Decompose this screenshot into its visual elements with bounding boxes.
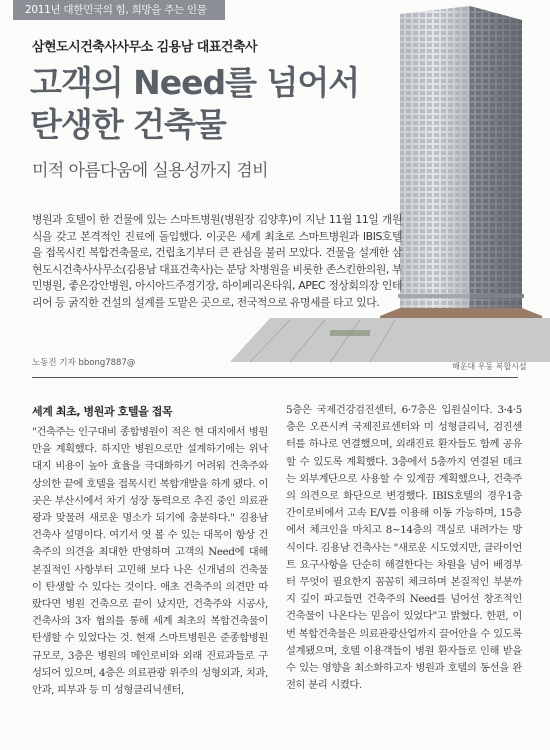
section-tag: 2011년 대한민국의 힘, 희망을 주는 인물 [13, 0, 225, 20]
body-paragraph-left: "건축주는 인구대비 종합병원이 적은 현 대지에서 병원만을 계획했다. 하지만 병원으로만 설계하기에는 위낙 대지 비용이 높아 효율을 극대화하기 어려워 건축주와 상의한 끝에 호텔을 접목시킨 복합개발을 하게 됐다. 이곳은 부산시에서 차기 성장 동력으로 추진 중인 의료관광과 맞물려 새로운 명소가 되기에 충분하다." 김용남 건축사 설명이다. 여기서 엿 볼 수 있는 대목이 항상 건축주의 의견을 최대한 반영하며 고객의 Need에 대해 본질적인 사항부터 고민해 보다 나은 신개념의 건축물이 탄생할 수 있다는 것이다. 애초 건축주의 의견만 따랐다면 병원 건축으로 끝이 났지만, 건축주와 시공사, 건축사의 3자 협의를 통해 세계 최초의 복합건축물이 탄생할 수 있었다는 것. 현재 스마트병원은 준종합병원 규모로, 3층은 병원의 메인로비와 외래 진료과들로 구성되어 있으며, 4층은 의료관광 위주의 성형외과, 치과, 안과, 피부과 등 미 성형클리닉센터, [32, 426, 268, 697]
body-column-left [32, 404, 268, 699]
article-byline: 노동진 기자 bbong7887@ [32, 358, 136, 368]
body-paragraph-right: 5층은 국제건강검진센터, 6·7층은 입원실이다. 3·4·5층은 오픈시켜 국제진료센터와 미 성형클리닉, 검진센터를 하나로 연결했으며, 외래진료 환자들도 함께 공유할 수 있도록 계획했다. 3층에서 5층까지 연결된 데크는 외부계단으로 사용할 수 있게끔 계획했으나, 건축주의 의견으로 화단으로 변경했다. IBIS호텔의 경우1층 간이로비에서 고속 E/V를 이용해 이동 가능하며, 15층에서 체크인을 마치고 8~14층의 객실로 내려가는 방식이다. 김용남 건축사는 "새로운 시도였지만, 클라이언트 요구사항을 단순히 해결한다는 차원을 넘어 배경부터 무엇이 필요한지 꼼꼼히 체크하며 본질적인 부분까지 깊이 파고들면 건축주의 Need를 넘어선 창조적인 건축물이 나온다는 믿음이 있었다"고 밝혔다. 한편, 이번 복합건축물은 의료관광산업까지 끌어안을 수 있도록 설계됐으며, 호텔 이용객들이 병원 환자들로 인해 받을 수 있는 영향을 최소화하고자 병원과 호텔의 동선을 완전히 분리 시켰다. [286, 404, 522, 692]
body-column-right [286, 402, 522, 694]
section-divider [32, 377, 518, 378]
article-lead: 병원과 호텔이 한 건물에 있는 스마트병원(병원장 김양후)이 지난 11월 11일 개원식을 갖고 본격적인 진료에 돌입했다. 이곳은 세계 최초로 스마트병원과 IBIS호텔을 접목시킨 복합건축물로, 건립초기부터 큰 관심을 불러 모았다. 건물을 설계한 삼현도시건축사사무소(김용남 대표건축사)는 분당 차병원을 비롯한 존스킨한의원, 부민병원, 좋은강안병원, 아시아드주경기장, 하이페리온타워, APEC 정상회의장 인테리어 등 굵직한 건설의 설계를 도맡은 곳으로, 전국적으로 유명세를 타고 있다. [32, 213, 402, 309]
headline-line-1: 고객의 Need를 넘어서 [30, 63, 360, 102]
article-kicker: 삼현도시건축사사무소 김용남 대표건축사 [32, 40, 258, 55]
image-caption: 해운대 우동 복합시설 [452, 362, 527, 371]
headline-line-2: 탄생한 건축물 [30, 105, 226, 144]
article-subhead: 미적 아름다움에 실용성까지 겸비 [32, 161, 268, 181]
body-heading: 세계 최초, 병원과 호텔을 접목 [32, 405, 173, 418]
